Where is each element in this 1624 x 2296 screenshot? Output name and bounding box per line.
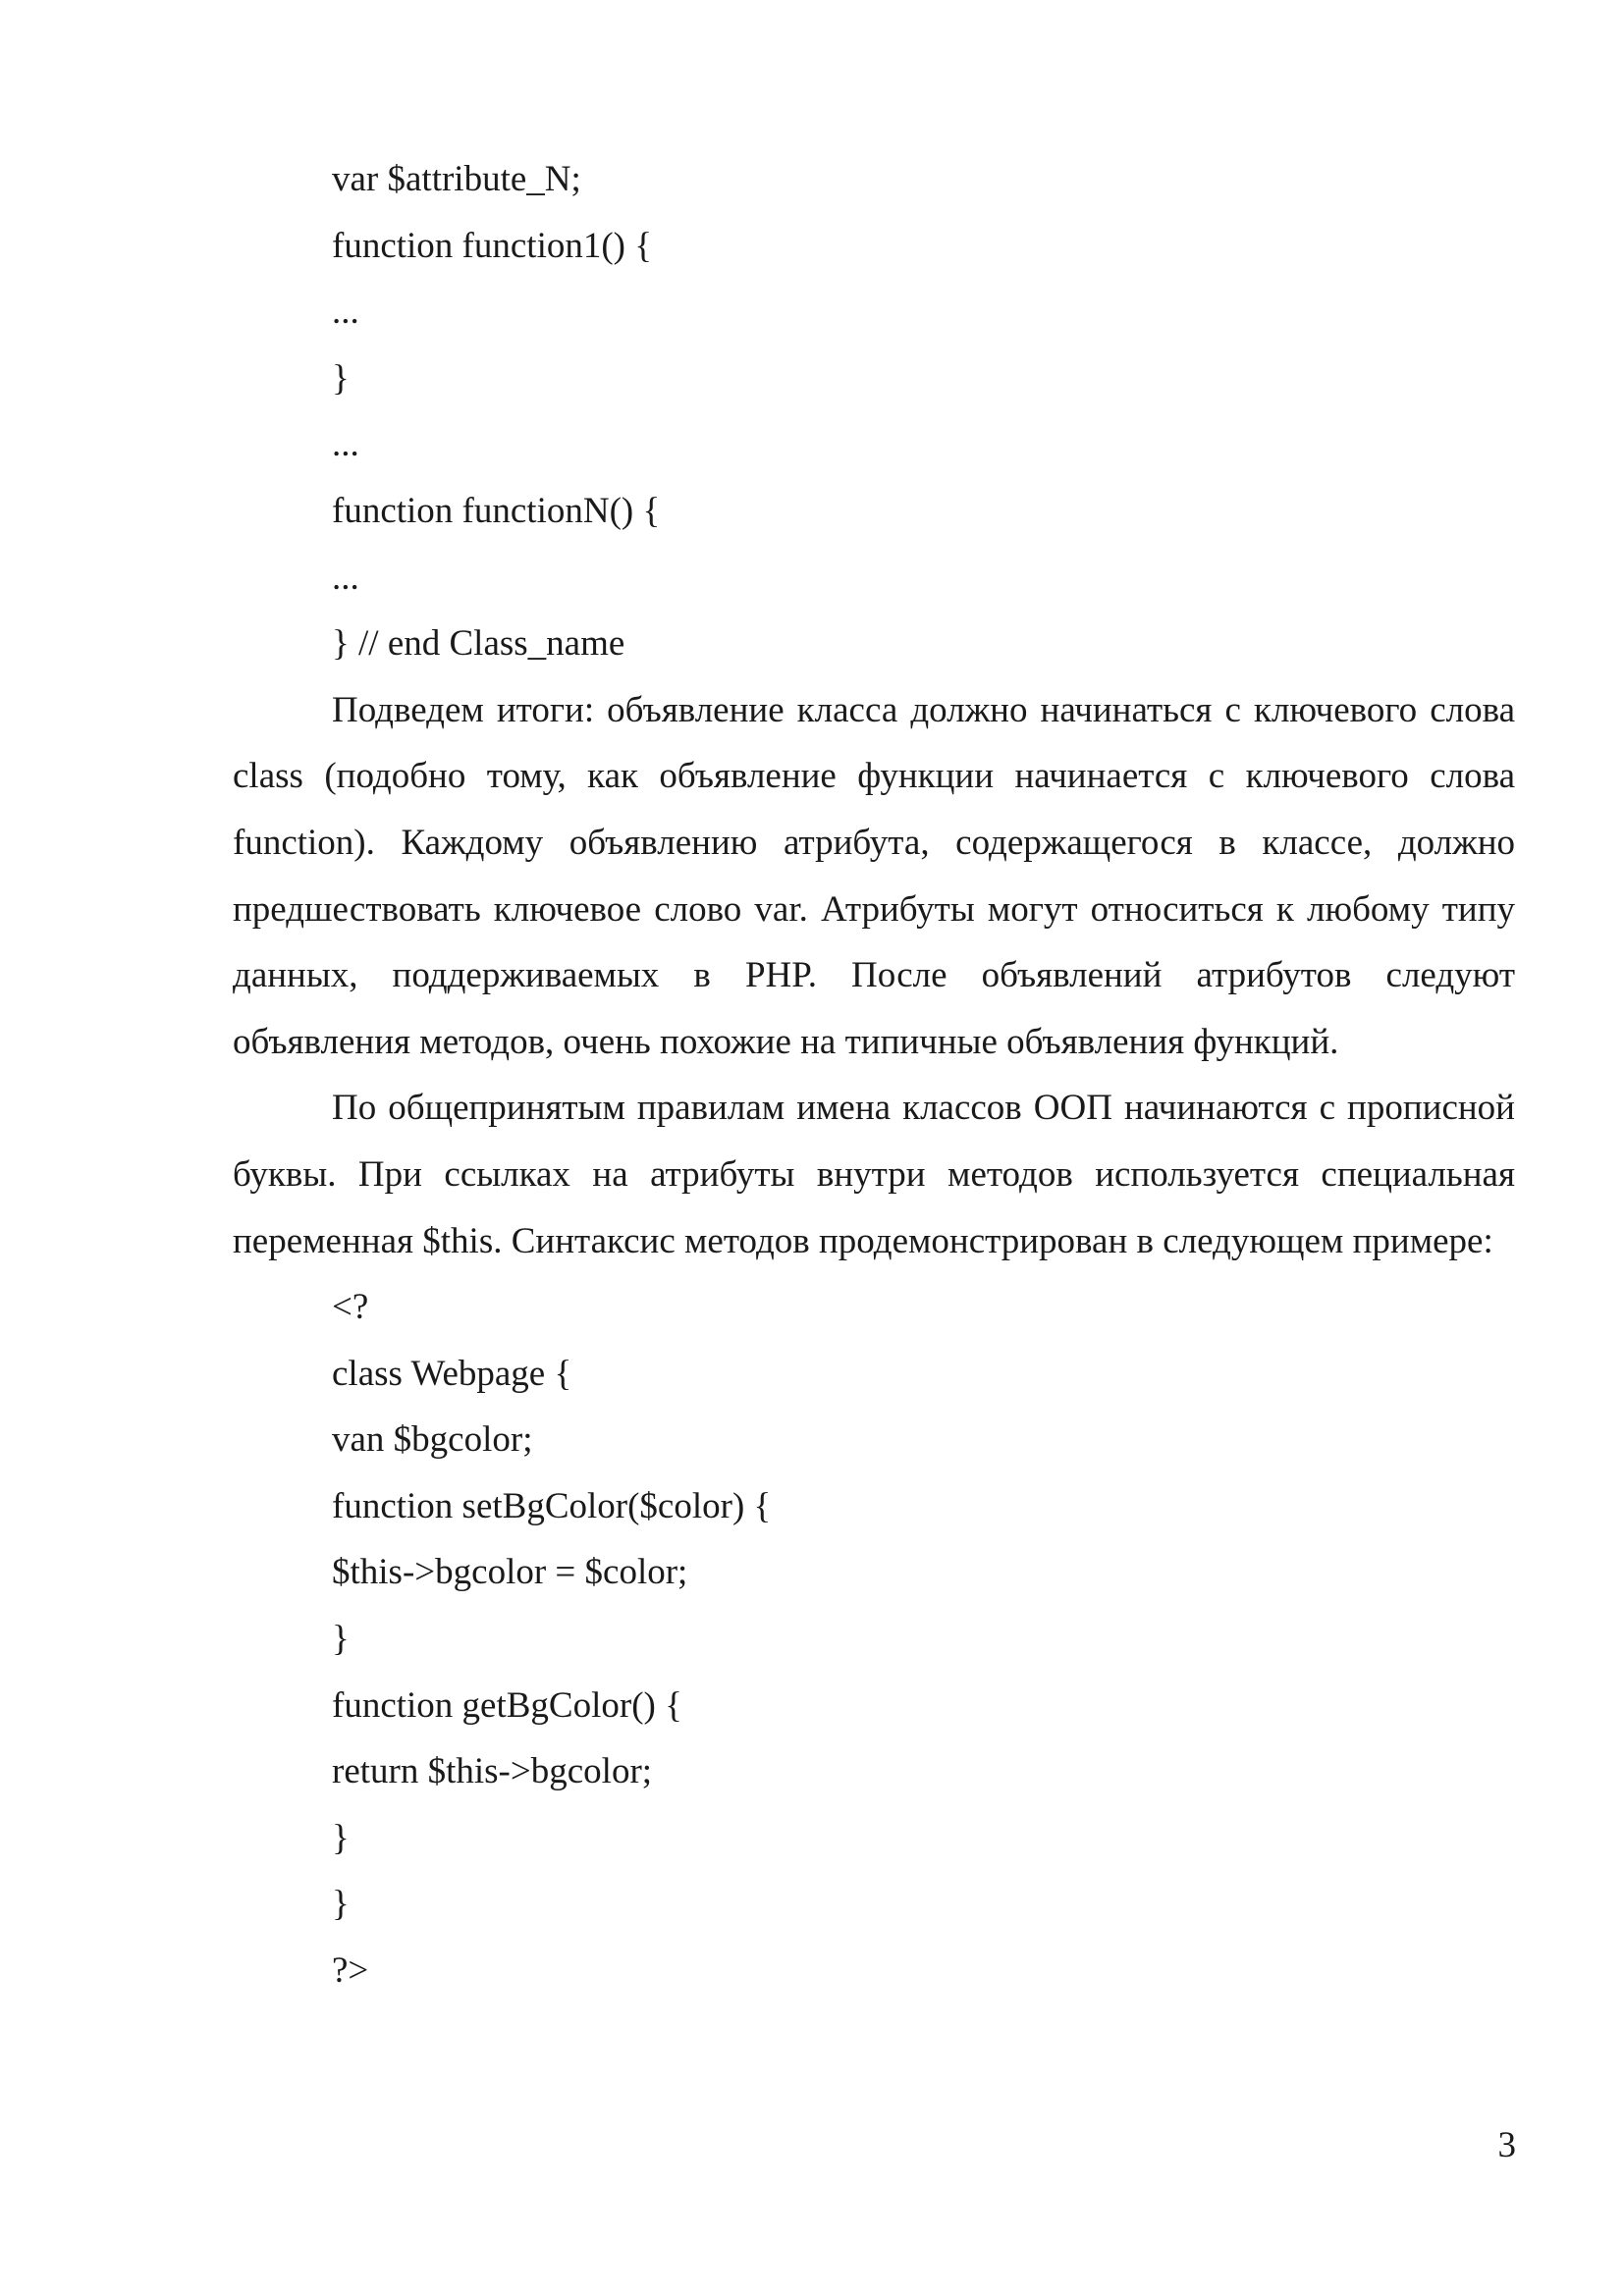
code-line: }	[332, 1884, 350, 1925]
code-line: } // end Class_name	[332, 623, 625, 665]
code-line: function function1() {	[332, 225, 653, 266]
paragraph-naming-rules: По общепринятым правилам имена классов ООП начинаются с прописной буквы. При ссылках на атрибуты внутри методов используется специальная переменная $this. Синтаксис методов продемонстрирован в следующем примере:	[233, 1088, 1515, 1261]
code-line: function getBgColor() {	[332, 1684, 682, 1726]
paragraph-summary: Подведем итоги: объявление класса должно начинаться с ключевого слова class (подобно тому, как объявление функции начинается с ключевого слова function). Каждому объявлению атрибута, содержащегося в классе, должно предшествовать ключевое слово var. Атрибуты могут относиться к любому типу данных, поддерживаемых в PHP. После объявлений атрибутов следуют объявления методов, очень похожие на типичные объявления функций.	[233, 689, 1515, 1062]
code-line: $this->bgcolor = $color;	[332, 1552, 688, 1593]
code-line: var $attribute_N;	[332, 159, 581, 199]
code-line: ...	[332, 292, 359, 333]
code-line: function functionN() {	[332, 490, 661, 531]
code-line: class Webpage {	[332, 1353, 572, 1394]
code-line: }	[332, 357, 350, 399]
code-line: return $this->bgcolor;	[332, 1751, 653, 1792]
code-line: ...	[332, 557, 359, 598]
code-block-bottom	[233, 1274, 1515, 2004]
code-line: }	[332, 1817, 350, 1858]
code-line: function setBgColor($color) {	[332, 1485, 772, 1526]
code-line: ...	[332, 424, 359, 465]
code-line: ?>	[332, 1950, 369, 1992]
code-block-top	[233, 146, 1515, 677]
code-line: <?	[332, 1287, 369, 1328]
page-content	[233, 146, 1515, 2004]
code-line: }	[332, 1619, 350, 1660]
page-number: 3	[1497, 2125, 1516, 2165]
code-line: van $bgcolor;	[332, 1419, 533, 1461]
